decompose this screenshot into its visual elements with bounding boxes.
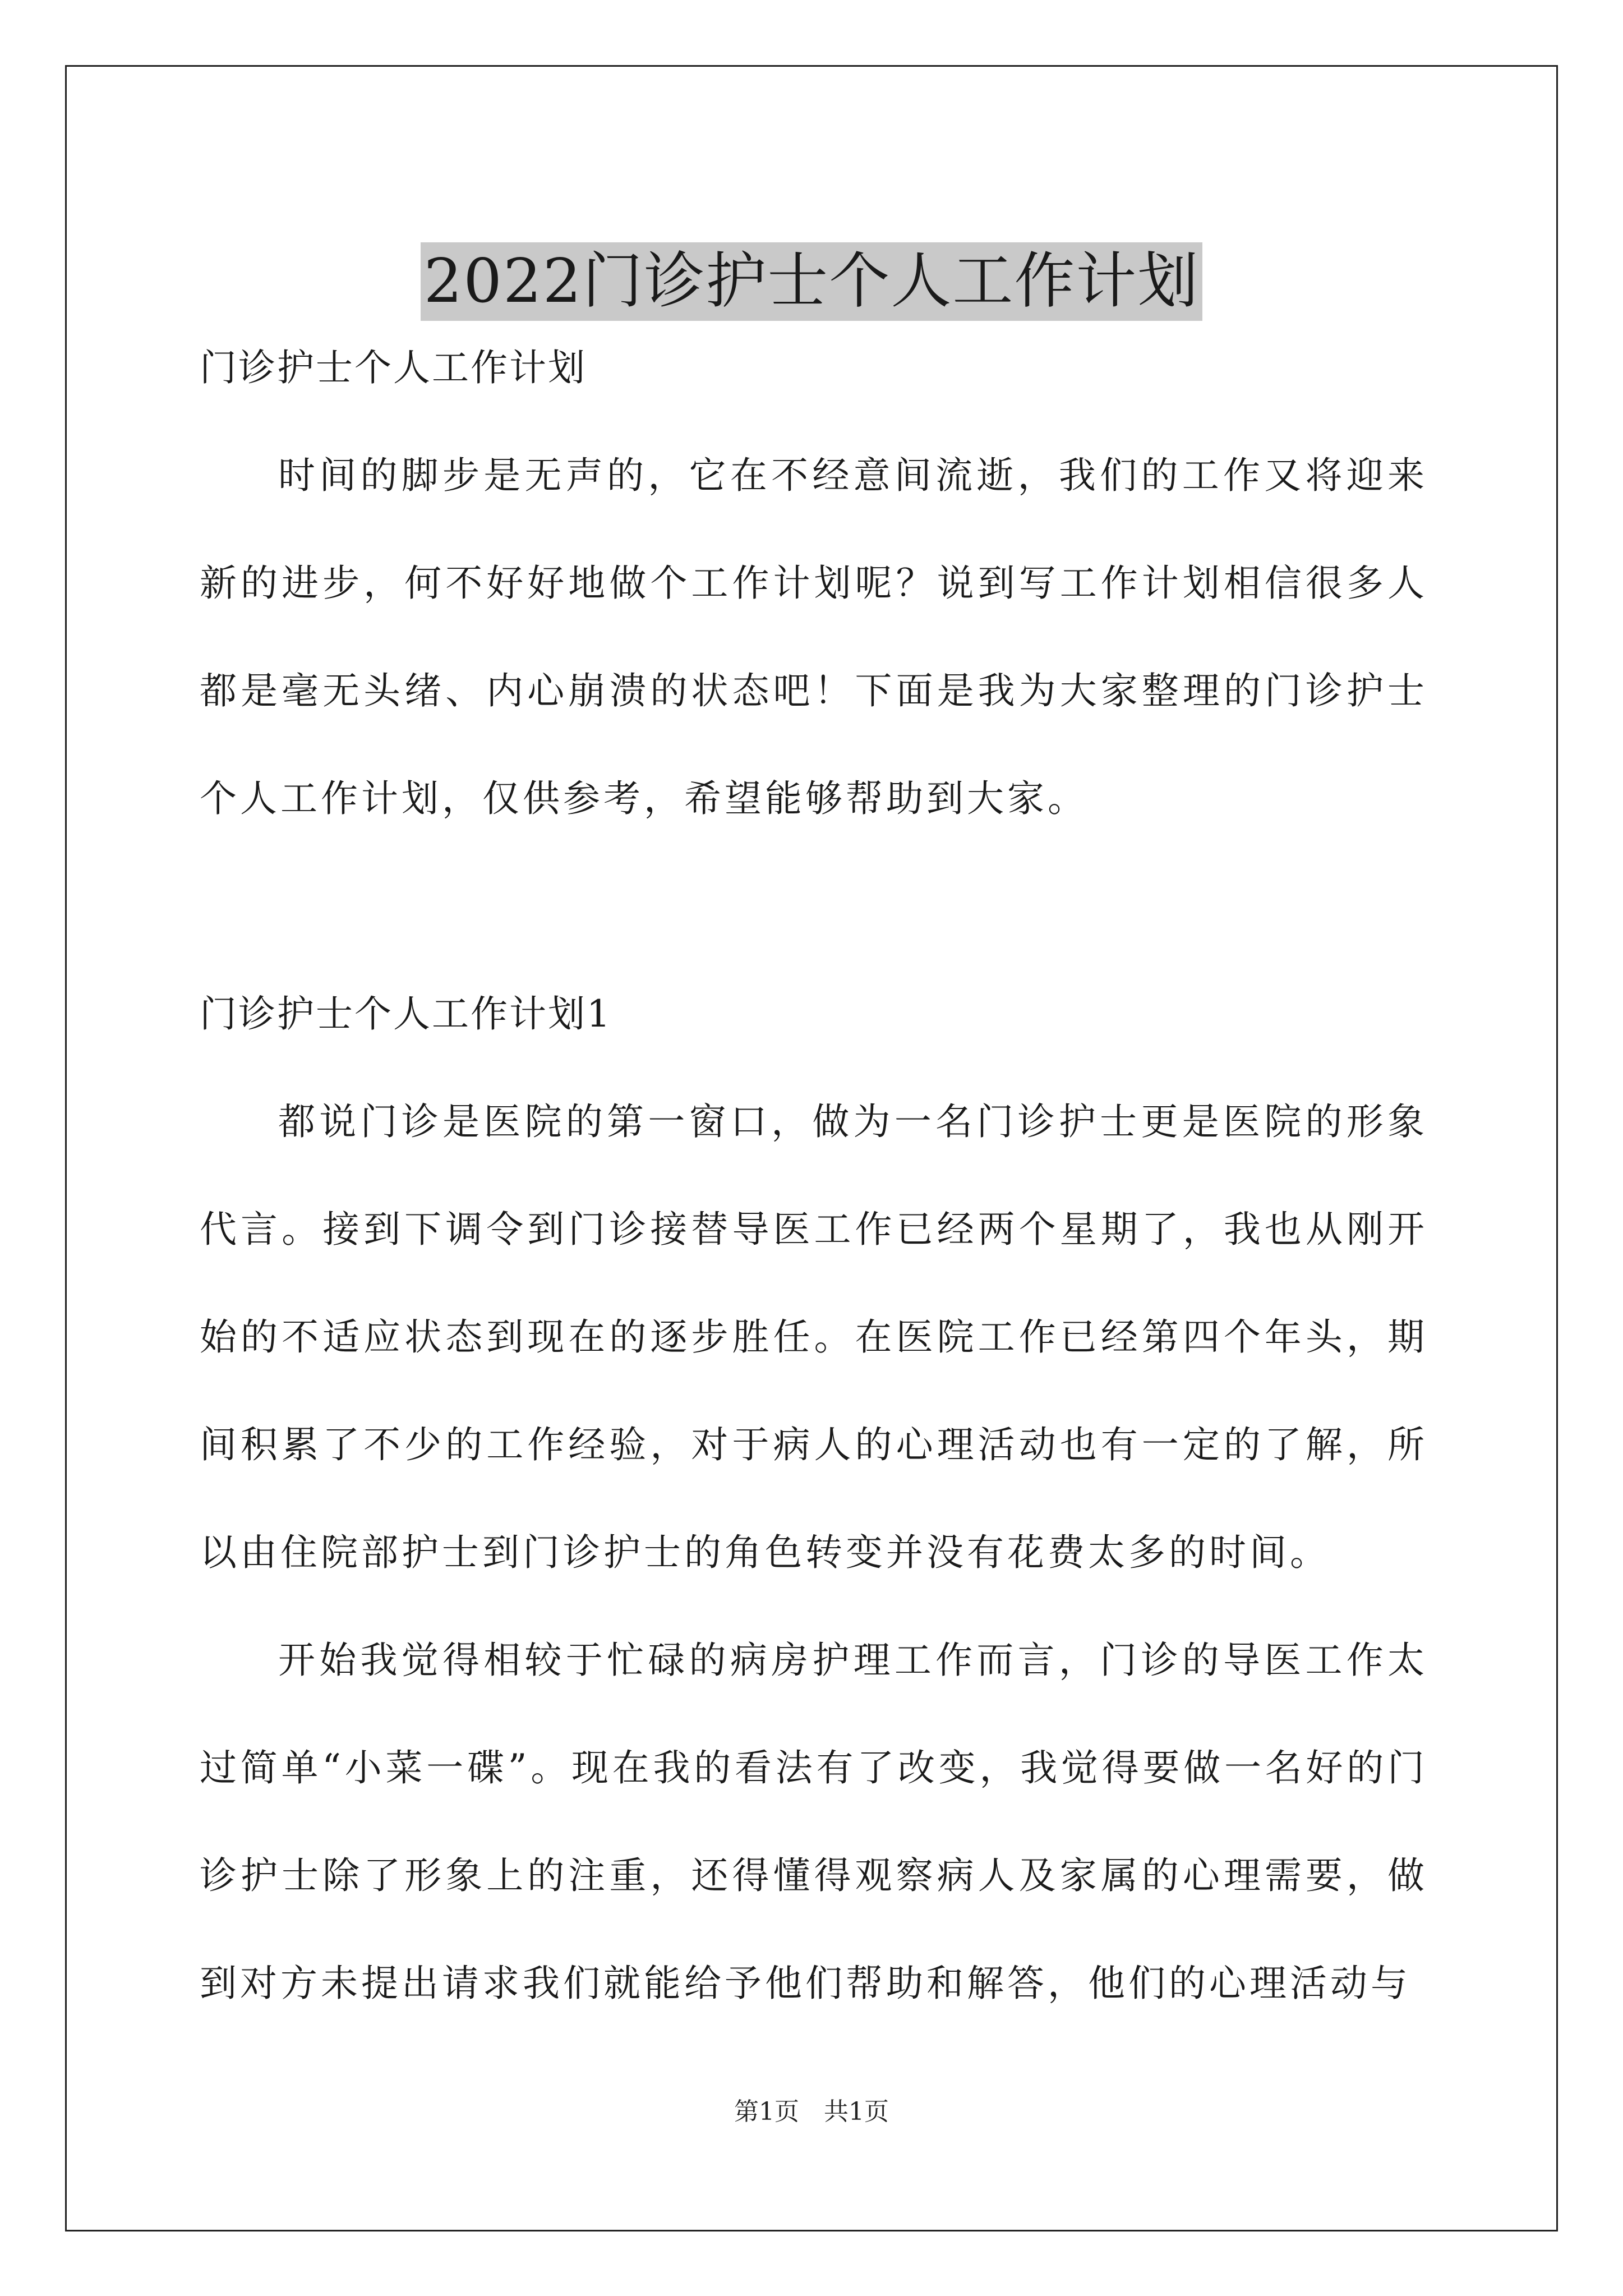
intro-paragraph: 时间的脚步是无声的，它在不经意间流逝，我们的工作又将迎来新的进步，何不好好地做个工作计划呢？说到写工作计划相信很多人都是毫无头绪、内心崩溃的状态吧！下面是我为大家整理的门诊护士个人工作计划，仅供参考，希望能够帮助到大家。: [200, 454, 1428, 820]
section1-paragraph: 都说门诊是医院的第一窗口，做为一名门诊护士更是医院的形象代言。接到下调令到门诊接替导医工作已经两个星期了，我也从刚开始的不适应状态到现在的逐步胜任。在医院工作已经第四个年头，期间积累了不少的工作经验，对于病人的心理活动也有一定的了解，所以由住院部护士到门诊护士的角色转变并没有花费太多的时间。: [200, 1100, 1428, 1574]
intro-heading: 门诊护士个人工作计划: [200, 346, 587, 389]
section1-heading: 门诊护士个人工作计划1: [200, 992, 612, 1036]
document-body: [200, 314, 1428, 2037]
document-title: 2022门诊护士个人工作计划: [421, 242, 1203, 321]
page-footer: 第1页 共1页: [734, 2097, 889, 2126]
section1-paragraph: 开始我觉得相较于忙碌的病房护理工作而言，门诊的导医工作太过简单“小菜一碟”。现在我的看法有了改变，我觉得要做一名好的门诊护士除了形象上的注重，还得懂得观察病人及家属的心理需要，做到对方未提出请求我们就能给予他们帮助和解答，他们的心理活动与: [200, 1639, 1428, 2005]
section-spacer: [200, 853, 1428, 960]
